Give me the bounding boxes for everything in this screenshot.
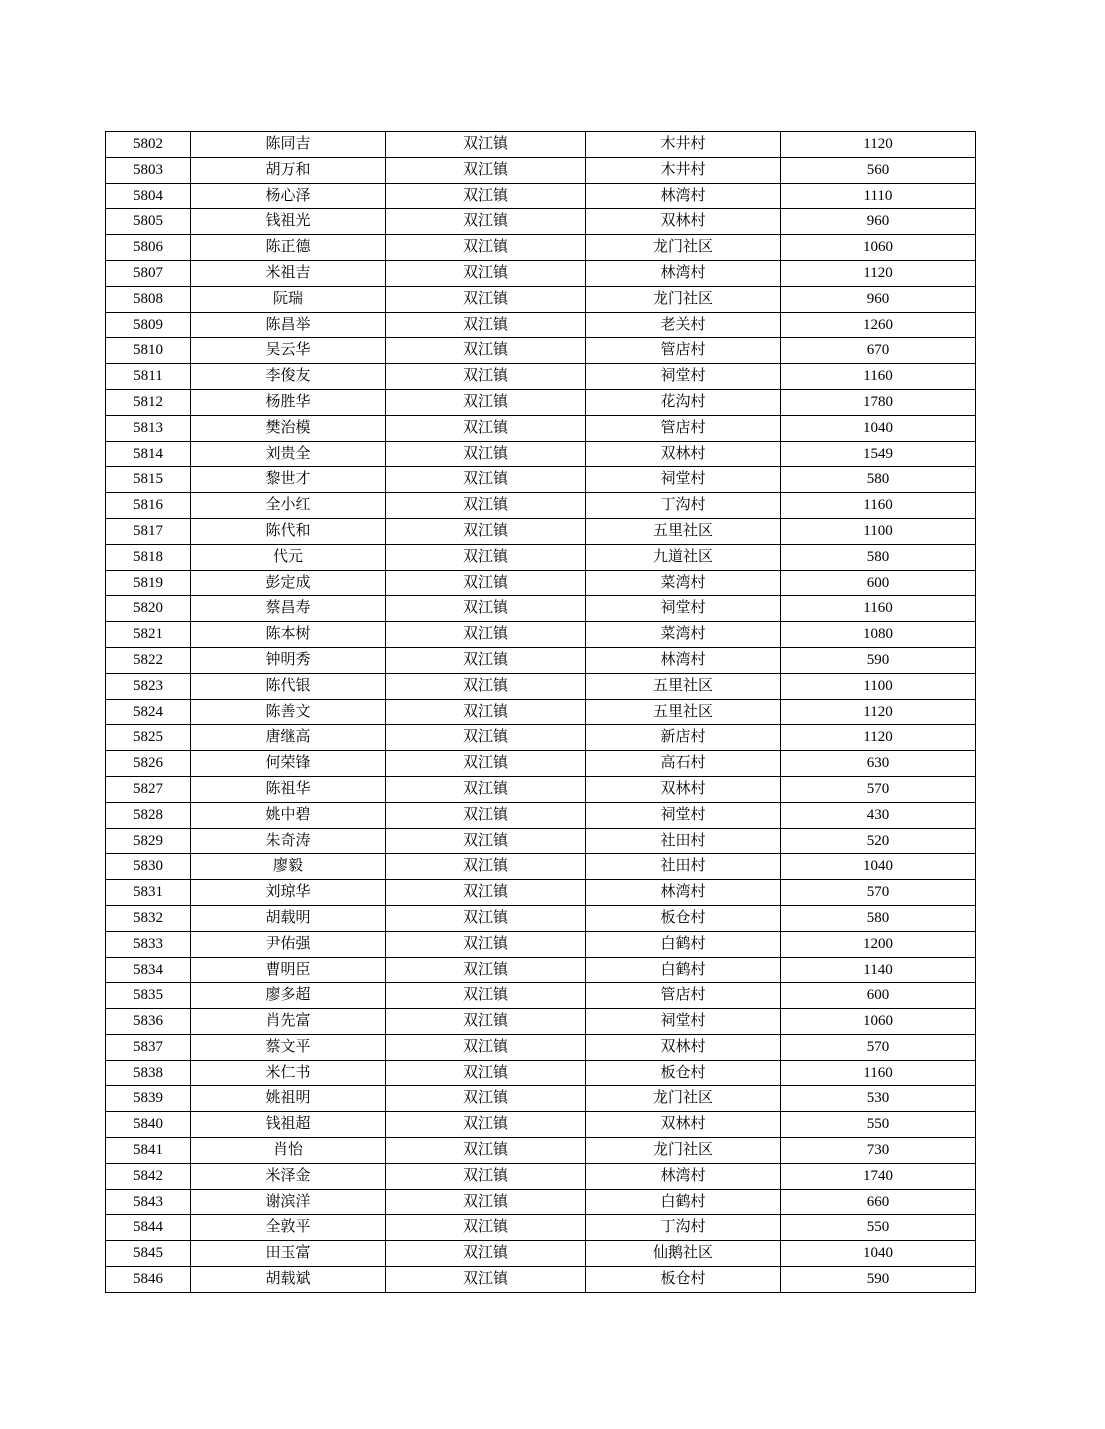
cell-village: 板仓村 bbox=[586, 905, 781, 931]
cell-name: 曹明臣 bbox=[191, 957, 386, 983]
cell-name: 蔡昌寿 bbox=[191, 596, 386, 622]
cell-village: 五里社区 bbox=[586, 699, 781, 725]
cell-amount: 1260 bbox=[781, 312, 976, 338]
cell-id: 5808 bbox=[106, 286, 191, 312]
table-row bbox=[106, 596, 976, 622]
cell-name: 米泽金 bbox=[191, 1163, 386, 1189]
table-row bbox=[106, 415, 976, 441]
cell-amount: 1120 bbox=[781, 699, 976, 725]
table-row bbox=[106, 518, 976, 544]
cell-village: 管店村 bbox=[586, 415, 781, 441]
cell-id: 5810 bbox=[106, 338, 191, 364]
cell-town: 双江镇 bbox=[386, 286, 586, 312]
cell-town: 双江镇 bbox=[386, 1163, 586, 1189]
cell-id: 5841 bbox=[106, 1138, 191, 1164]
cell-amount: 1740 bbox=[781, 1163, 976, 1189]
cell-amount: 1549 bbox=[781, 441, 976, 467]
cell-village: 九道社区 bbox=[586, 544, 781, 570]
cell-id: 5814 bbox=[106, 441, 191, 467]
cell-town: 双江镇 bbox=[386, 905, 586, 931]
cell-name: 陈本树 bbox=[191, 622, 386, 648]
cell-town: 双江镇 bbox=[386, 1086, 586, 1112]
cell-id: 5811 bbox=[106, 364, 191, 390]
cell-town: 双江镇 bbox=[386, 364, 586, 390]
cell-name: 蔡文平 bbox=[191, 1034, 386, 1060]
table-row bbox=[106, 1034, 976, 1060]
cell-amount: 590 bbox=[781, 647, 976, 673]
cell-amount: 1120 bbox=[781, 132, 976, 158]
table-row bbox=[106, 570, 976, 596]
cell-amount: 550 bbox=[781, 1215, 976, 1241]
table-row bbox=[106, 493, 976, 519]
cell-village: 高石村 bbox=[586, 751, 781, 777]
cell-id: 5831 bbox=[106, 880, 191, 906]
cell-town: 双江镇 bbox=[386, 1009, 586, 1035]
cell-village: 祠堂村 bbox=[586, 802, 781, 828]
cell-village: 管店村 bbox=[586, 983, 781, 1009]
table-row bbox=[106, 1112, 976, 1138]
cell-name: 米祖吉 bbox=[191, 260, 386, 286]
table-row bbox=[106, 751, 976, 777]
cell-village: 双林村 bbox=[586, 1034, 781, 1060]
cell-village: 花沟村 bbox=[586, 389, 781, 415]
cell-id: 5816 bbox=[106, 493, 191, 519]
cell-amount: 530 bbox=[781, 1086, 976, 1112]
cell-town: 双江镇 bbox=[386, 312, 586, 338]
table-row bbox=[106, 854, 976, 880]
cell-id: 5837 bbox=[106, 1034, 191, 1060]
cell-amount: 1060 bbox=[781, 1009, 976, 1035]
cell-amount: 630 bbox=[781, 751, 976, 777]
table-row bbox=[106, 209, 976, 235]
cell-amount: 580 bbox=[781, 467, 976, 493]
cell-name: 杨胜华 bbox=[191, 389, 386, 415]
cell-name: 谢滨洋 bbox=[191, 1189, 386, 1215]
cell-village: 五里社区 bbox=[586, 673, 781, 699]
cell-village: 龙门社区 bbox=[586, 1086, 781, 1112]
cell-village: 祠堂村 bbox=[586, 364, 781, 390]
cell-id: 5815 bbox=[106, 467, 191, 493]
cell-id: 5845 bbox=[106, 1241, 191, 1267]
cell-name: 陈祖华 bbox=[191, 776, 386, 802]
cell-name: 钟明秀 bbox=[191, 647, 386, 673]
cell-id: 5846 bbox=[106, 1267, 191, 1293]
cell-amount: 1040 bbox=[781, 415, 976, 441]
cell-town: 双江镇 bbox=[386, 1060, 586, 1086]
table-row bbox=[106, 880, 976, 906]
cell-name: 胡载斌 bbox=[191, 1267, 386, 1293]
cell-id: 5828 bbox=[106, 802, 191, 828]
table-row bbox=[106, 260, 976, 286]
table-row bbox=[106, 1009, 976, 1035]
cell-amount: 580 bbox=[781, 905, 976, 931]
table-row bbox=[106, 544, 976, 570]
cell-town: 双江镇 bbox=[386, 1138, 586, 1164]
cell-name: 钱祖光 bbox=[191, 209, 386, 235]
cell-id: 5813 bbox=[106, 415, 191, 441]
table-row bbox=[106, 389, 976, 415]
cell-town: 双江镇 bbox=[386, 1241, 586, 1267]
cell-name: 唐继高 bbox=[191, 725, 386, 751]
cell-amount: 1160 bbox=[781, 364, 976, 390]
cell-town: 双江镇 bbox=[386, 570, 586, 596]
cell-town: 双江镇 bbox=[386, 209, 586, 235]
cell-town: 双江镇 bbox=[386, 673, 586, 699]
cell-amount: 1780 bbox=[781, 389, 976, 415]
table-row bbox=[106, 802, 976, 828]
cell-name: 胡万和 bbox=[191, 157, 386, 183]
cell-name: 陈代银 bbox=[191, 673, 386, 699]
table-row bbox=[106, 467, 976, 493]
cell-town: 双江镇 bbox=[386, 647, 586, 673]
cell-id: 5807 bbox=[106, 260, 191, 286]
cell-name: 姚祖明 bbox=[191, 1086, 386, 1112]
cell-name: 钱祖超 bbox=[191, 1112, 386, 1138]
cell-name: 姚中碧 bbox=[191, 802, 386, 828]
cell-id: 5824 bbox=[106, 699, 191, 725]
cell-amount: 550 bbox=[781, 1112, 976, 1138]
cell-id: 5818 bbox=[106, 544, 191, 570]
cell-town: 双江镇 bbox=[386, 776, 586, 802]
cell-amount: 660 bbox=[781, 1189, 976, 1215]
table-row bbox=[106, 286, 976, 312]
cell-village: 五里社区 bbox=[586, 518, 781, 544]
table-row bbox=[106, 1138, 976, 1164]
cell-village: 龙门社区 bbox=[586, 235, 781, 261]
cell-amount: 670 bbox=[781, 338, 976, 364]
cell-village: 祠堂村 bbox=[586, 1009, 781, 1035]
table-row bbox=[106, 1086, 976, 1112]
cell-village: 新店村 bbox=[586, 725, 781, 751]
cell-village: 林湾村 bbox=[586, 647, 781, 673]
cell-name: 肖怡 bbox=[191, 1138, 386, 1164]
table-row bbox=[106, 699, 976, 725]
cell-town: 双江镇 bbox=[386, 493, 586, 519]
cell-amount: 570 bbox=[781, 1034, 976, 1060]
cell-village: 木井村 bbox=[586, 157, 781, 183]
cell-id: 5803 bbox=[106, 157, 191, 183]
cell-id: 5823 bbox=[106, 673, 191, 699]
roster-table bbox=[105, 131, 976, 1293]
cell-town: 双江镇 bbox=[386, 1112, 586, 1138]
table-row bbox=[106, 183, 976, 209]
cell-id: 5843 bbox=[106, 1189, 191, 1215]
cell-village: 双林村 bbox=[586, 1112, 781, 1138]
cell-id: 5819 bbox=[106, 570, 191, 596]
cell-name: 胡载明 bbox=[191, 905, 386, 931]
table-row bbox=[106, 622, 976, 648]
table-row bbox=[106, 905, 976, 931]
cell-town: 双江镇 bbox=[386, 183, 586, 209]
cell-town: 双江镇 bbox=[386, 1267, 586, 1293]
cell-town: 双江镇 bbox=[386, 828, 586, 854]
table-row bbox=[106, 776, 976, 802]
cell-town: 双江镇 bbox=[386, 880, 586, 906]
cell-name: 阮瑞 bbox=[191, 286, 386, 312]
cell-name: 陈同吉 bbox=[191, 132, 386, 158]
cell-id: 5825 bbox=[106, 725, 191, 751]
cell-town: 双江镇 bbox=[386, 725, 586, 751]
cell-amount: 1060 bbox=[781, 235, 976, 261]
cell-name: 吴云华 bbox=[191, 338, 386, 364]
cell-amount: 1200 bbox=[781, 931, 976, 957]
cell-amount: 730 bbox=[781, 1138, 976, 1164]
cell-village: 林湾村 bbox=[586, 1163, 781, 1189]
cell-amount: 520 bbox=[781, 828, 976, 854]
cell-town: 双江镇 bbox=[386, 957, 586, 983]
cell-town: 双江镇 bbox=[386, 699, 586, 725]
cell-id: 5844 bbox=[106, 1215, 191, 1241]
cell-amount: 1040 bbox=[781, 1241, 976, 1267]
cell-id: 5820 bbox=[106, 596, 191, 622]
cell-village: 双林村 bbox=[586, 441, 781, 467]
table-body bbox=[106, 132, 976, 1293]
cell-town: 双江镇 bbox=[386, 983, 586, 1009]
cell-village: 仙鹅社区 bbox=[586, 1241, 781, 1267]
cell-village: 白鹤村 bbox=[586, 957, 781, 983]
table-row bbox=[106, 931, 976, 957]
cell-town: 双江镇 bbox=[386, 1189, 586, 1215]
cell-village: 老关村 bbox=[586, 312, 781, 338]
table-row bbox=[106, 1215, 976, 1241]
cell-town: 双江镇 bbox=[386, 235, 586, 261]
table-row bbox=[106, 157, 976, 183]
cell-amount: 1080 bbox=[781, 622, 976, 648]
table-row bbox=[106, 364, 976, 390]
cell-village: 双林村 bbox=[586, 209, 781, 235]
cell-name: 杨心泽 bbox=[191, 183, 386, 209]
table-row bbox=[106, 828, 976, 854]
cell-name: 陈代和 bbox=[191, 518, 386, 544]
cell-name: 刘琼华 bbox=[191, 880, 386, 906]
cell-name: 全敦平 bbox=[191, 1215, 386, 1241]
cell-village: 双林村 bbox=[586, 776, 781, 802]
cell-amount: 570 bbox=[781, 776, 976, 802]
cell-town: 双江镇 bbox=[386, 544, 586, 570]
cell-amount: 580 bbox=[781, 544, 976, 570]
cell-town: 双江镇 bbox=[386, 467, 586, 493]
cell-name: 尹佑强 bbox=[191, 931, 386, 957]
cell-amount: 1160 bbox=[781, 596, 976, 622]
table-row bbox=[106, 957, 976, 983]
cell-town: 双江镇 bbox=[386, 802, 586, 828]
cell-amount: 1040 bbox=[781, 854, 976, 880]
cell-village: 板仓村 bbox=[586, 1060, 781, 1086]
cell-name: 陈善文 bbox=[191, 699, 386, 725]
table-row bbox=[106, 1189, 976, 1215]
cell-id: 5802 bbox=[106, 132, 191, 158]
cell-village: 丁沟村 bbox=[586, 1215, 781, 1241]
table-row bbox=[106, 1241, 976, 1267]
cell-village: 板仓村 bbox=[586, 1267, 781, 1293]
cell-name: 陈正德 bbox=[191, 235, 386, 261]
table-row bbox=[106, 132, 976, 158]
cell-id: 5809 bbox=[106, 312, 191, 338]
cell-id: 5835 bbox=[106, 983, 191, 1009]
table-row bbox=[106, 725, 976, 751]
table-row bbox=[106, 1060, 976, 1086]
cell-id: 5804 bbox=[106, 183, 191, 209]
cell-amount: 600 bbox=[781, 983, 976, 1009]
cell-name: 李俊友 bbox=[191, 364, 386, 390]
cell-village: 林湾村 bbox=[586, 880, 781, 906]
cell-name: 何荣锋 bbox=[191, 751, 386, 777]
cell-amount: 560 bbox=[781, 157, 976, 183]
cell-name: 肖先富 bbox=[191, 1009, 386, 1035]
cell-id: 5817 bbox=[106, 518, 191, 544]
cell-village: 龙门社区 bbox=[586, 286, 781, 312]
table-row bbox=[106, 1267, 976, 1293]
table-row bbox=[106, 1163, 976, 1189]
cell-town: 双江镇 bbox=[386, 389, 586, 415]
cell-name: 廖多超 bbox=[191, 983, 386, 1009]
cell-id: 5834 bbox=[106, 957, 191, 983]
cell-id: 5842 bbox=[106, 1163, 191, 1189]
cell-amount: 1100 bbox=[781, 673, 976, 699]
cell-village: 白鹤村 bbox=[586, 1189, 781, 1215]
cell-amount: 1140 bbox=[781, 957, 976, 983]
cell-id: 5839 bbox=[106, 1086, 191, 1112]
cell-name: 廖毅 bbox=[191, 854, 386, 880]
cell-town: 双江镇 bbox=[386, 931, 586, 957]
cell-id: 5805 bbox=[106, 209, 191, 235]
table-row bbox=[106, 983, 976, 1009]
cell-name: 米仁书 bbox=[191, 1060, 386, 1086]
cell-town: 双江镇 bbox=[386, 338, 586, 364]
cell-village: 祠堂村 bbox=[586, 467, 781, 493]
cell-amount: 1110 bbox=[781, 183, 976, 209]
cell-town: 双江镇 bbox=[386, 518, 586, 544]
cell-name: 田玉富 bbox=[191, 1241, 386, 1267]
cell-id: 5826 bbox=[106, 751, 191, 777]
cell-amount: 430 bbox=[781, 802, 976, 828]
cell-town: 双江镇 bbox=[386, 751, 586, 777]
table-row bbox=[106, 647, 976, 673]
cell-town: 双江镇 bbox=[386, 260, 586, 286]
cell-id: 5830 bbox=[106, 854, 191, 880]
cell-name: 黎世才 bbox=[191, 467, 386, 493]
cell-name: 代元 bbox=[191, 544, 386, 570]
cell-village: 管店村 bbox=[586, 338, 781, 364]
cell-amount: 1120 bbox=[781, 260, 976, 286]
cell-town: 双江镇 bbox=[386, 415, 586, 441]
cell-name: 全小红 bbox=[191, 493, 386, 519]
cell-village: 木井村 bbox=[586, 132, 781, 158]
cell-id: 5829 bbox=[106, 828, 191, 854]
cell-id: 5833 bbox=[106, 931, 191, 957]
cell-amount: 590 bbox=[781, 1267, 976, 1293]
cell-id: 5827 bbox=[106, 776, 191, 802]
cell-town: 双江镇 bbox=[386, 1215, 586, 1241]
cell-village: 菜湾村 bbox=[586, 570, 781, 596]
cell-id: 5822 bbox=[106, 647, 191, 673]
cell-amount: 1160 bbox=[781, 493, 976, 519]
cell-town: 双江镇 bbox=[386, 1034, 586, 1060]
cell-id: 5836 bbox=[106, 1009, 191, 1035]
cell-amount: 960 bbox=[781, 209, 976, 235]
cell-village: 龙门社区 bbox=[586, 1138, 781, 1164]
cell-town: 双江镇 bbox=[386, 157, 586, 183]
cell-village: 社田村 bbox=[586, 854, 781, 880]
cell-town: 双江镇 bbox=[386, 622, 586, 648]
cell-village: 林湾村 bbox=[586, 183, 781, 209]
cell-name: 彭定成 bbox=[191, 570, 386, 596]
table-row bbox=[106, 673, 976, 699]
cell-name: 朱奇涛 bbox=[191, 828, 386, 854]
cell-id: 5806 bbox=[106, 235, 191, 261]
cell-village: 林湾村 bbox=[586, 260, 781, 286]
cell-town: 双江镇 bbox=[386, 132, 586, 158]
table-row bbox=[106, 235, 976, 261]
cell-village: 菜湾村 bbox=[586, 622, 781, 648]
cell-id: 5832 bbox=[106, 905, 191, 931]
table-row bbox=[106, 441, 976, 467]
cell-amount: 1160 bbox=[781, 1060, 976, 1086]
cell-village: 丁沟村 bbox=[586, 493, 781, 519]
cell-town: 双江镇 bbox=[386, 596, 586, 622]
cell-amount: 600 bbox=[781, 570, 976, 596]
cell-town: 双江镇 bbox=[386, 441, 586, 467]
table-row bbox=[106, 338, 976, 364]
cell-village: 祠堂村 bbox=[586, 596, 781, 622]
cell-id: 5812 bbox=[106, 389, 191, 415]
cell-amount: 1120 bbox=[781, 725, 976, 751]
cell-id: 5840 bbox=[106, 1112, 191, 1138]
cell-amount: 960 bbox=[781, 286, 976, 312]
cell-amount: 570 bbox=[781, 880, 976, 906]
cell-village: 社田村 bbox=[586, 828, 781, 854]
cell-id: 5838 bbox=[106, 1060, 191, 1086]
cell-town: 双江镇 bbox=[386, 854, 586, 880]
cell-village: 白鹤村 bbox=[586, 931, 781, 957]
cell-name: 樊治模 bbox=[191, 415, 386, 441]
cell-name: 刘贵全 bbox=[191, 441, 386, 467]
table-row bbox=[106, 312, 976, 338]
cell-id: 5821 bbox=[106, 622, 191, 648]
cell-name: 陈昌举 bbox=[191, 312, 386, 338]
cell-amount: 1100 bbox=[781, 518, 976, 544]
